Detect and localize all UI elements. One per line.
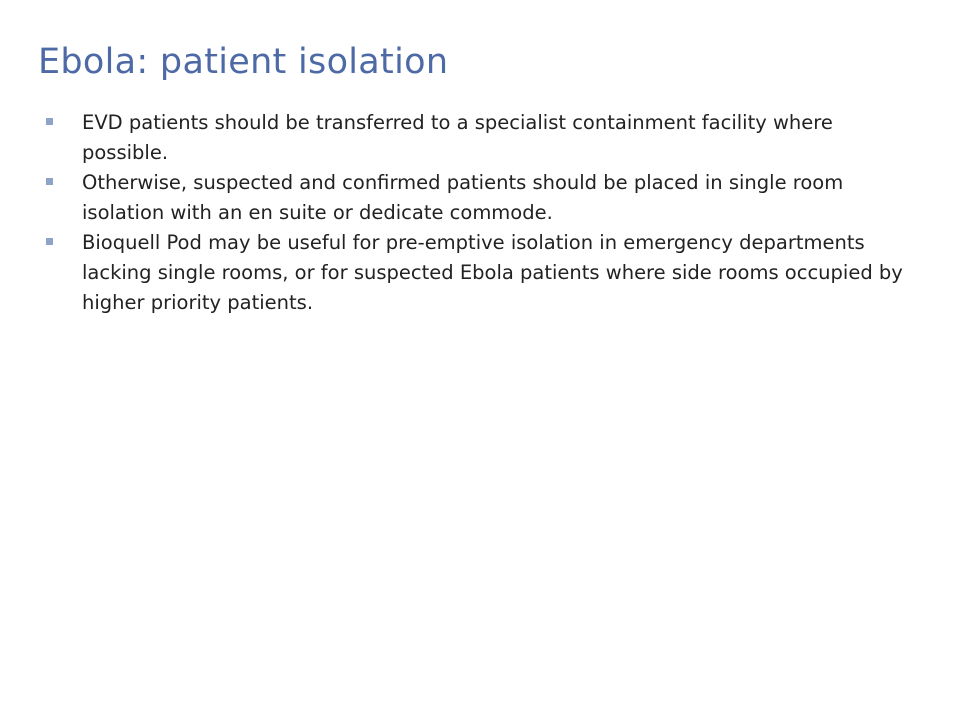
slide-title: Ebola: patient isolation [38,42,449,82]
bullet-list [46,108,906,318]
bullet-text: Otherwise, suspected and confirmed patients should be placed in single room isolation with an en suite or dedicate commode. [82,171,844,224]
square-bullet-icon [46,178,53,185]
bullet-item [46,228,906,318]
bullet-item [46,168,906,228]
bullet-item [46,108,906,168]
square-bullet-icon [46,118,53,125]
bullet-text: Bioquell Pod may be useful for pre-emptive isolation in emergency departments lacking single rooms, or for suspected Ebola patients where side rooms occupied by higher priority patients. [82,231,903,314]
bullet-text: EVD patients should be transferred to a specialist containment facility where possible. [82,111,833,164]
square-bullet-icon [46,238,53,245]
